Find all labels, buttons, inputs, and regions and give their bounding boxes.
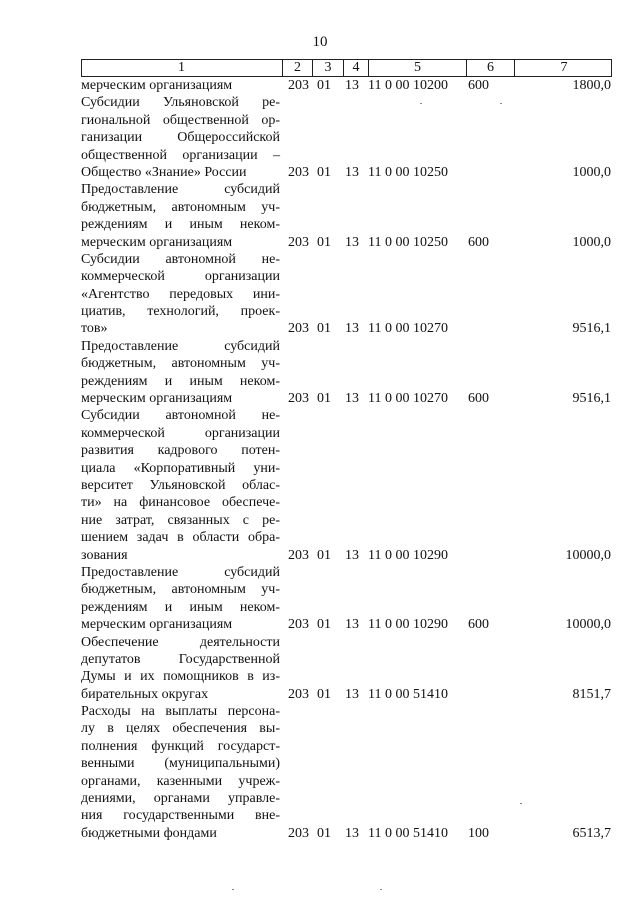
cell-c4: 13 <box>345 234 359 250</box>
row-description <box>81 181 280 251</box>
cell-c2: 203 <box>288 617 309 633</box>
header-col-5: 5 <box>368 60 466 76</box>
description-line: Предоставление субсидий <box>81 182 280 198</box>
table-body <box>81 77 612 842</box>
description-line: ти» на финансовое обеспече- <box>81 495 280 511</box>
description-line: Расходы на выплаты персона- <box>81 704 280 720</box>
description-line: органами, казенными учреж- <box>81 773 280 789</box>
header-col-4: 4 <box>343 60 368 76</box>
description-line: Предоставление субсидий <box>81 338 280 354</box>
cell-c2: 203 <box>288 164 309 180</box>
table-header-row <box>81 59 612 77</box>
row-description <box>81 77 280 94</box>
description-line: лу в целях обеспечения вы- <box>81 721 280 737</box>
cell-c6: 600 <box>468 391 489 407</box>
cell-c6: 600 <box>468 617 489 633</box>
description-line: коммерческой организации <box>81 269 280 285</box>
table-row <box>81 77 612 94</box>
description-line: общественной организации – <box>81 147 280 163</box>
row-description <box>81 251 280 338</box>
description-line: Субсидии Ульяновской ре- <box>81 95 280 111</box>
cell-c3: 01 <box>317 686 331 702</box>
table-row <box>81 634 612 704</box>
description-line: Общество «Знание» России <box>81 164 247 180</box>
table-row <box>81 407 612 564</box>
description-line: циала «Корпоративный уни- <box>81 460 280 476</box>
description-line: мерческим организациям <box>81 391 233 407</box>
header-col-1: 1 <box>178 60 185 75</box>
cell-c5: 11 0 00 10250 <box>368 234 448 250</box>
table-row <box>81 703 612 842</box>
description-line: бирательных округах <box>81 686 209 702</box>
description-line: зования <box>81 547 128 563</box>
description-line: полнения функций государст- <box>81 738 280 754</box>
description-line: Субсидии автономной не- <box>81 408 280 424</box>
cell-c5: 11 0 00 10270 <box>368 321 448 337</box>
cell-c4: 13 <box>345 78 359 93</box>
cell-c5: 11 0 00 51410 <box>368 825 448 841</box>
cell-c3: 01 <box>317 617 331 633</box>
cell-c4: 13 <box>345 686 359 702</box>
cell-c3: 01 <box>317 391 331 407</box>
cell-c3: 01 <box>317 78 331 93</box>
description-line: депутатов Государственной <box>81 651 280 667</box>
cell-c4: 13 <box>345 321 359 337</box>
cell-c6 <box>468 320 498 337</box>
description-line: Обеспечение деятельности <box>81 634 280 650</box>
cell-c2: 203 <box>288 391 309 407</box>
row-description <box>81 94 280 181</box>
cell-c7: 10000,0 <box>565 547 611 563</box>
row-description <box>81 634 280 704</box>
cell-c2: 203 <box>288 321 309 337</box>
budget-table <box>81 59 612 842</box>
description-line: гиональной общественной ор- <box>81 112 280 128</box>
cell-c6 <box>468 164 498 181</box>
cell-c4: 13 <box>345 617 359 633</box>
table-row <box>81 564 612 634</box>
cell-c6: 600 <box>468 234 489 250</box>
table-row <box>81 338 612 408</box>
description-line: Субсидии автономной не- <box>81 251 280 267</box>
page-number: 10 <box>312 34 328 50</box>
cell-c3: 01 <box>317 234 331 250</box>
cell-c6 <box>468 686 498 703</box>
cell-c7: 1000,0 <box>572 234 611 250</box>
cell-c5: 11 0 00 10290 <box>368 547 448 563</box>
cell-c2: 203 <box>288 686 309 702</box>
table-row <box>81 181 612 251</box>
description-line: дениями, органами управле- <box>81 791 280 807</box>
description-line: тов» <box>81 321 108 337</box>
header-col-3: 3 <box>312 60 343 76</box>
cell-c7: 6513,7 <box>572 825 611 841</box>
description-line: верситет Ульяновской облас- <box>81 477 280 493</box>
table-row <box>81 251 612 338</box>
description-line: ганизации Общероссийской <box>81 130 280 146</box>
row-description <box>81 338 280 408</box>
scan-speck <box>500 103 502 104</box>
cell-c2: 203 <box>288 78 309 93</box>
description-line: шением задач в области обра- <box>81 530 280 546</box>
description-line: циатив, технологий, проек- <box>81 304 280 320</box>
description-line: бюджетным, автономным уч- <box>81 199 280 215</box>
cell-c7: 10000,0 <box>565 617 611 633</box>
row-description <box>81 407 280 564</box>
cell-c5: 11 0 00 10200 <box>368 78 448 93</box>
scan-speck <box>520 803 522 804</box>
cell-c4: 13 <box>345 164 359 180</box>
cell-c2: 203 <box>288 547 309 563</box>
description-line: мерческим организациям <box>81 78 233 93</box>
description-line: ния государственными вне- <box>81 808 280 824</box>
description-line: венными (муниципальными) <box>81 756 280 772</box>
cell-c6: 100 <box>468 825 489 841</box>
scan-speck <box>380 889 382 890</box>
cell-c7: 1800,0 <box>572 78 611 93</box>
description-line: мерческим организациям <box>81 617 233 633</box>
description-line: развития кадрового потен- <box>81 443 280 459</box>
cell-c4: 13 <box>345 825 359 841</box>
cell-c5: 11 0 00 10250 <box>368 164 448 180</box>
description-line: ние затрат, связанных с ре- <box>81 512 280 528</box>
cell-c3: 01 <box>317 164 331 180</box>
description-line: коммерческой организации <box>81 425 280 441</box>
cell-c4: 13 <box>345 391 359 407</box>
description-line: мерческим организациям <box>81 234 233 250</box>
scan-speck <box>232 889 234 890</box>
description-line: Думы и их помощников в из- <box>81 669 280 685</box>
cell-c5: 11 0 00 10290 <box>368 617 448 633</box>
description-line: бюджетными фондами <box>81 825 217 841</box>
header-col-2: 2 <box>282 60 312 76</box>
header-col-6: 6 <box>466 60 514 76</box>
description-line: бюджетным, автономным уч- <box>81 582 280 598</box>
description-line: реждениям и иным неком- <box>81 217 280 233</box>
scan-speck <box>420 103 422 104</box>
cell-c7: 9516,1 <box>572 321 611 337</box>
header-col-7: 7 <box>514 60 613 76</box>
cell-c5: 11 0 00 10270 <box>368 391 448 407</box>
description-line: Предоставление субсидий <box>81 564 280 580</box>
description-line: реждениям и иным неком- <box>81 373 280 389</box>
table-row <box>81 94 612 181</box>
row-description <box>81 564 280 634</box>
cell-c7: 1000,0 <box>572 164 611 180</box>
cell-c5: 11 0 00 51410 <box>368 686 448 702</box>
cell-c3: 01 <box>317 321 331 337</box>
cell-c2: 203 <box>288 825 309 841</box>
description-line: «Агентство передовых ини- <box>81 286 280 302</box>
cell-c7: 9516,1 <box>572 391 611 407</box>
cell-c3: 01 <box>317 547 331 563</box>
cell-c2: 203 <box>288 234 309 250</box>
cell-c7: 8151,7 <box>572 686 611 702</box>
row-description <box>81 703 280 842</box>
description-line: реждениям и иным неком- <box>81 599 280 615</box>
cell-c3: 01 <box>317 825 331 841</box>
cell-c6 <box>468 547 498 564</box>
cell-c6: 600 <box>468 78 489 93</box>
description-line: бюджетным, автономным уч- <box>81 356 280 372</box>
cell-c4: 13 <box>345 547 359 563</box>
